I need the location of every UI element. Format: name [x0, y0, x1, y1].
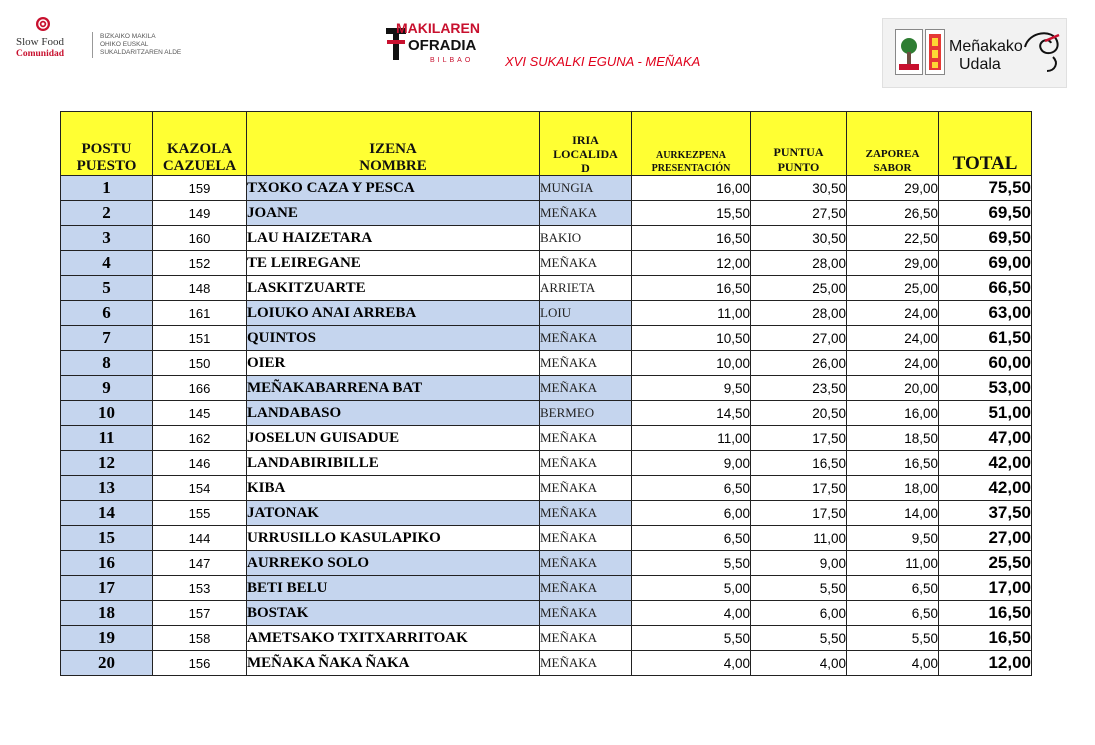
header-izena: IZENA NOMBRE — [247, 112, 540, 176]
zaporea-cell: 25,00 — [847, 276, 939, 301]
total-cell: 17,00 — [939, 576, 1032, 601]
name-cell: AMETSAKO TXITXARRITOAK — [247, 626, 540, 651]
zaporea-cell: 29,00 — [847, 176, 939, 201]
position-cell: 16 — [61, 551, 153, 576]
table-row — [61, 201, 1032, 226]
aurkezpena-cell: 16,50 — [632, 226, 751, 251]
position-cell: 4 — [61, 251, 153, 276]
kazola-cell: 157 — [153, 601, 247, 626]
aurkezpena-cell: 14,50 — [632, 401, 751, 426]
table-row — [61, 351, 1032, 376]
position-cell: 3 — [61, 226, 153, 251]
name-cell: LANDABIRIBILLE — [247, 451, 540, 476]
bilbao-text: BILBAO — [430, 57, 474, 64]
table-row — [61, 451, 1032, 476]
position-cell: 18 — [61, 601, 153, 626]
name-cell: TE LEIREGANE — [247, 251, 540, 276]
total-cell: 63,00 — [939, 301, 1032, 326]
kazola-cell: 150 — [153, 351, 247, 376]
zaporea-cell: 18,50 — [847, 426, 939, 451]
position-cell: 12 — [61, 451, 153, 476]
name-cell: KIBA — [247, 476, 540, 501]
kazola-cell: 160 — [153, 226, 247, 251]
aurkezpena-cell: 5,00 — [632, 576, 751, 601]
table-row — [61, 551, 1032, 576]
zaporea-cell: 29,00 — [847, 251, 939, 276]
zaporea-cell: 18,00 — [847, 476, 939, 501]
zaporea-cell: 20,00 — [847, 376, 939, 401]
town-cell: BAKIO — [540, 226, 632, 251]
total-cell: 61,50 — [939, 326, 1032, 351]
aurkezpena-cell: 11,00 — [632, 426, 751, 451]
header-puntua: PUNTUA PUNTO — [751, 112, 847, 176]
zaporea-cell: 4,00 — [847, 651, 939, 676]
kazola-cell: 152 — [153, 251, 247, 276]
position-cell: 14 — [61, 501, 153, 526]
zaporea-cell: 24,00 — [847, 351, 939, 376]
kazola-cell: 159 — [153, 176, 247, 201]
name-cell: TXOKO CAZA Y PESCA — [247, 176, 540, 201]
town-cell: MEÑAKA — [540, 326, 632, 351]
header-kazola: KAZOLA CAZUELA — [153, 112, 247, 176]
position-cell: 15 — [61, 526, 153, 551]
kazola-cell: 148 — [153, 276, 247, 301]
position-cell: 1 — [61, 176, 153, 201]
table-row — [61, 176, 1032, 201]
puntua-cell: 17,50 — [751, 426, 847, 451]
zaporea-cell: 22,50 — [847, 226, 939, 251]
makilaren-ofradia-logo — [384, 20, 489, 74]
aurkezpena-cell: 6,50 — [632, 526, 751, 551]
town-cell: MEÑAKA — [540, 626, 632, 651]
table-row — [61, 626, 1032, 651]
aurkezpena-cell: 10,00 — [632, 351, 751, 376]
zaporea-cell: 24,00 — [847, 326, 939, 351]
aurkezpena-cell: 4,00 — [632, 601, 751, 626]
puntua-cell: 5,50 — [751, 576, 847, 601]
table-body — [61, 176, 1032, 676]
name-cell: LASKITZUARTE — [247, 276, 540, 301]
position-cell: 7 — [61, 326, 153, 351]
slow-food-sub: Comunidad — [16, 49, 65, 59]
table-row — [61, 376, 1032, 401]
total-cell: 42,00 — [939, 451, 1032, 476]
town-cell: MEÑAKA — [540, 376, 632, 401]
event-title: XVI SUKALKI EGUNA - MEÑAKA — [505, 54, 701, 69]
puntua-cell: 16,50 — [751, 451, 847, 476]
slow-food-divider — [92, 32, 93, 58]
zaporea-cell: 16,00 — [847, 401, 939, 426]
name-cell: LOIUKO ANAI ARREBA — [247, 301, 540, 326]
town-cell: MEÑAKA — [540, 476, 632, 501]
total-cell: 42,00 — [939, 476, 1032, 501]
aurkezpena-cell: 16,50 — [632, 276, 751, 301]
position-cell: 6 — [61, 301, 153, 326]
town-cell: MEÑAKA — [540, 426, 632, 451]
town-cell: MEÑAKA — [540, 576, 632, 601]
slow-food-logo — [14, 16, 194, 66]
table-row — [61, 301, 1032, 326]
total-cell: 27,00 — [939, 526, 1032, 551]
kazola-cell: 146 — [153, 451, 247, 476]
header-aurkezpena: AURKEZPENA PRESENTACIÓN — [632, 112, 751, 176]
name-cell: MEÑAKABARRENA BAT — [247, 376, 540, 401]
coat-of-arms-icon — [895, 29, 923, 75]
kazola-cell: 145 — [153, 401, 247, 426]
town-cell: ARRIETA — [540, 276, 632, 301]
zaporea-cell: 26,50 — [847, 201, 939, 226]
aurkezpena-cell: 4,00 — [632, 651, 751, 676]
aurkezpena-cell: 16,00 — [632, 176, 751, 201]
puntua-cell: 28,00 — [751, 251, 847, 276]
header-iria: IRIA LOCALIDA D — [540, 112, 632, 176]
kazola-cell: 154 — [153, 476, 247, 501]
puntua-cell: 17,50 — [751, 476, 847, 501]
kazola-cell: 144 — [153, 526, 247, 551]
results-table — [60, 111, 1032, 676]
town-cell: MEÑAKA — [540, 601, 632, 626]
zaporea-cell: 14,00 — [847, 501, 939, 526]
name-cell: JATONAK — [247, 501, 540, 526]
snail-icon — [34, 16, 52, 32]
kazola-cell: 161 — [153, 301, 247, 326]
total-cell: 51,00 — [939, 401, 1032, 426]
position-cell: 5 — [61, 276, 153, 301]
puntua-cell: 4,00 — [751, 651, 847, 676]
name-cell: JOSELUN GUISADUE — [247, 426, 540, 451]
zaporea-cell: 9,50 — [847, 526, 939, 551]
zaporea-cell: 24,00 — [847, 301, 939, 326]
total-cell: 75,50 — [939, 176, 1032, 201]
zaporea-cell: 16,50 — [847, 451, 939, 476]
ofradia-text: OFRADIA — [408, 37, 477, 54]
name-cell: AURREKO SOLO — [247, 551, 540, 576]
total-cell: 12,00 — [939, 651, 1032, 676]
zaporea-cell: 11,00 — [847, 551, 939, 576]
name-cell: URRUSILLO KASULAPIKO — [247, 526, 540, 551]
table-row — [61, 576, 1032, 601]
kazola-cell: 166 — [153, 376, 247, 401]
aurkezpena-cell: 10,50 — [632, 326, 751, 351]
table-row — [61, 426, 1032, 451]
total-cell: 69,50 — [939, 201, 1032, 226]
slow-food-tagline: BIZKAIKO MAKILA OHIKO EUSKAL SUKALDARITZAREN ALDE — [100, 33, 182, 56]
slow-food-name: Slow Food — [16, 36, 64, 48]
position-cell: 17 — [61, 576, 153, 601]
puntua-cell: 11,00 — [751, 526, 847, 551]
name-cell: QUINTOS — [247, 326, 540, 351]
town-cell: MEÑAKA — [540, 451, 632, 476]
puntua-cell: 27,00 — [751, 326, 847, 351]
position-cell: 11 — [61, 426, 153, 451]
position-cell: 9 — [61, 376, 153, 401]
name-cell: BOSTAK — [247, 601, 540, 626]
town-cell: MUNGIA — [540, 176, 632, 201]
table-row — [61, 326, 1032, 351]
name-cell: LANDABASO — [247, 401, 540, 426]
menakako-udala-logo — [882, 18, 1067, 88]
aurkezpena-cell: 6,00 — [632, 501, 751, 526]
town-cell: MEÑAKA — [540, 501, 632, 526]
kazola-cell: 156 — [153, 651, 247, 676]
kazola-cell: 153 — [153, 576, 247, 601]
aurkezpena-cell: 12,00 — [632, 251, 751, 276]
menakako-name: Meñakako — [949, 38, 1023, 55]
town-cell: LOIU — [540, 301, 632, 326]
name-cell: JOANE — [247, 201, 540, 226]
zaporea-cell: 5,50 — [847, 626, 939, 651]
town-cell: MEÑAKA — [540, 351, 632, 376]
aurkezpena-cell: 9,50 — [632, 376, 751, 401]
town-cell: MEÑAKA — [540, 651, 632, 676]
table-row — [61, 251, 1032, 276]
makilaren-text: MAKILAREN — [396, 20, 480, 36]
total-cell: 69,50 — [939, 226, 1032, 251]
position-cell: 13 — [61, 476, 153, 501]
kazola-cell: 155 — [153, 501, 247, 526]
total-cell: 66,50 — [939, 276, 1032, 301]
name-cell: BETI BELU — [247, 576, 540, 601]
puntua-cell: 9,00 — [751, 551, 847, 576]
town-cell: MEÑAKA — [540, 526, 632, 551]
position-cell: 10 — [61, 401, 153, 426]
table-row — [61, 401, 1032, 426]
total-cell: 60,00 — [939, 351, 1032, 376]
position-cell: 2 — [61, 201, 153, 226]
puntua-cell: 23,50 — [751, 376, 847, 401]
udala-text: Udala — [959, 56, 1001, 73]
aurkezpena-cell: 5,50 — [632, 551, 751, 576]
total-cell: 16,50 — [939, 626, 1032, 651]
table-row — [61, 226, 1032, 251]
puntua-cell: 28,00 — [751, 301, 847, 326]
town-cell: BERMEO — [540, 401, 632, 426]
table-row — [61, 476, 1032, 501]
name-cell: LAU HAIZETARA — [247, 226, 540, 251]
kazola-cell: 162 — [153, 426, 247, 451]
table-row — [61, 601, 1032, 626]
puntua-cell: 27,50 — [751, 201, 847, 226]
zaporea-cell: 6,50 — [847, 576, 939, 601]
aurkezpena-cell: 9,00 — [632, 451, 751, 476]
puntua-cell: 26,00 — [751, 351, 847, 376]
town-cell: MEÑAKA — [540, 551, 632, 576]
puntua-cell: 5,50 — [751, 626, 847, 651]
puntua-cell: 6,00 — [751, 601, 847, 626]
total-cell: 53,00 — [939, 376, 1032, 401]
name-cell: OIER — [247, 351, 540, 376]
aurkezpena-cell: 15,50 — [632, 201, 751, 226]
coat-of-arms-panel-icon — [925, 29, 945, 75]
total-cell: 69,00 — [939, 251, 1032, 276]
header-total: TOTAL — [939, 112, 1032, 176]
town-cell: MEÑAKA — [540, 201, 632, 226]
total-cell: 47,00 — [939, 426, 1032, 451]
kazola-cell: 151 — [153, 326, 247, 351]
position-cell: 19 — [61, 626, 153, 651]
total-cell: 16,50 — [939, 601, 1032, 626]
kazola-cell: 147 — [153, 551, 247, 576]
puntua-cell: 30,50 — [751, 226, 847, 251]
kazola-cell: 149 — [153, 201, 247, 226]
kazola-cell: 158 — [153, 626, 247, 651]
table-row — [61, 651, 1032, 676]
position-cell: 8 — [61, 351, 153, 376]
header-postu: POSTU PUESTO — [61, 112, 153, 176]
table-row — [61, 501, 1032, 526]
name-cell: MEÑAKA ÑAKA ÑAKA — [247, 651, 540, 676]
header-zaporea: ZAPOREA SABOR — [847, 112, 939, 176]
puntua-cell: 25,00 — [751, 276, 847, 301]
total-cell: 25,50 — [939, 551, 1032, 576]
swoosh-icon — [1019, 27, 1063, 75]
table-row — [61, 526, 1032, 551]
zaporea-cell: 6,50 — [847, 601, 939, 626]
town-cell: MEÑAKA — [540, 251, 632, 276]
puntua-cell: 30,50 — [751, 176, 847, 201]
puntua-cell: 17,50 — [751, 501, 847, 526]
puntua-cell: 20,50 — [751, 401, 847, 426]
total-cell: 37,50 — [939, 501, 1032, 526]
position-cell: 20 — [61, 651, 153, 676]
table-header-row — [61, 112, 1032, 176]
table-row — [61, 276, 1032, 301]
aurkezpena-cell: 5,50 — [632, 626, 751, 651]
aurkezpena-cell: 11,00 — [632, 301, 751, 326]
aurkezpena-cell: 6,50 — [632, 476, 751, 501]
